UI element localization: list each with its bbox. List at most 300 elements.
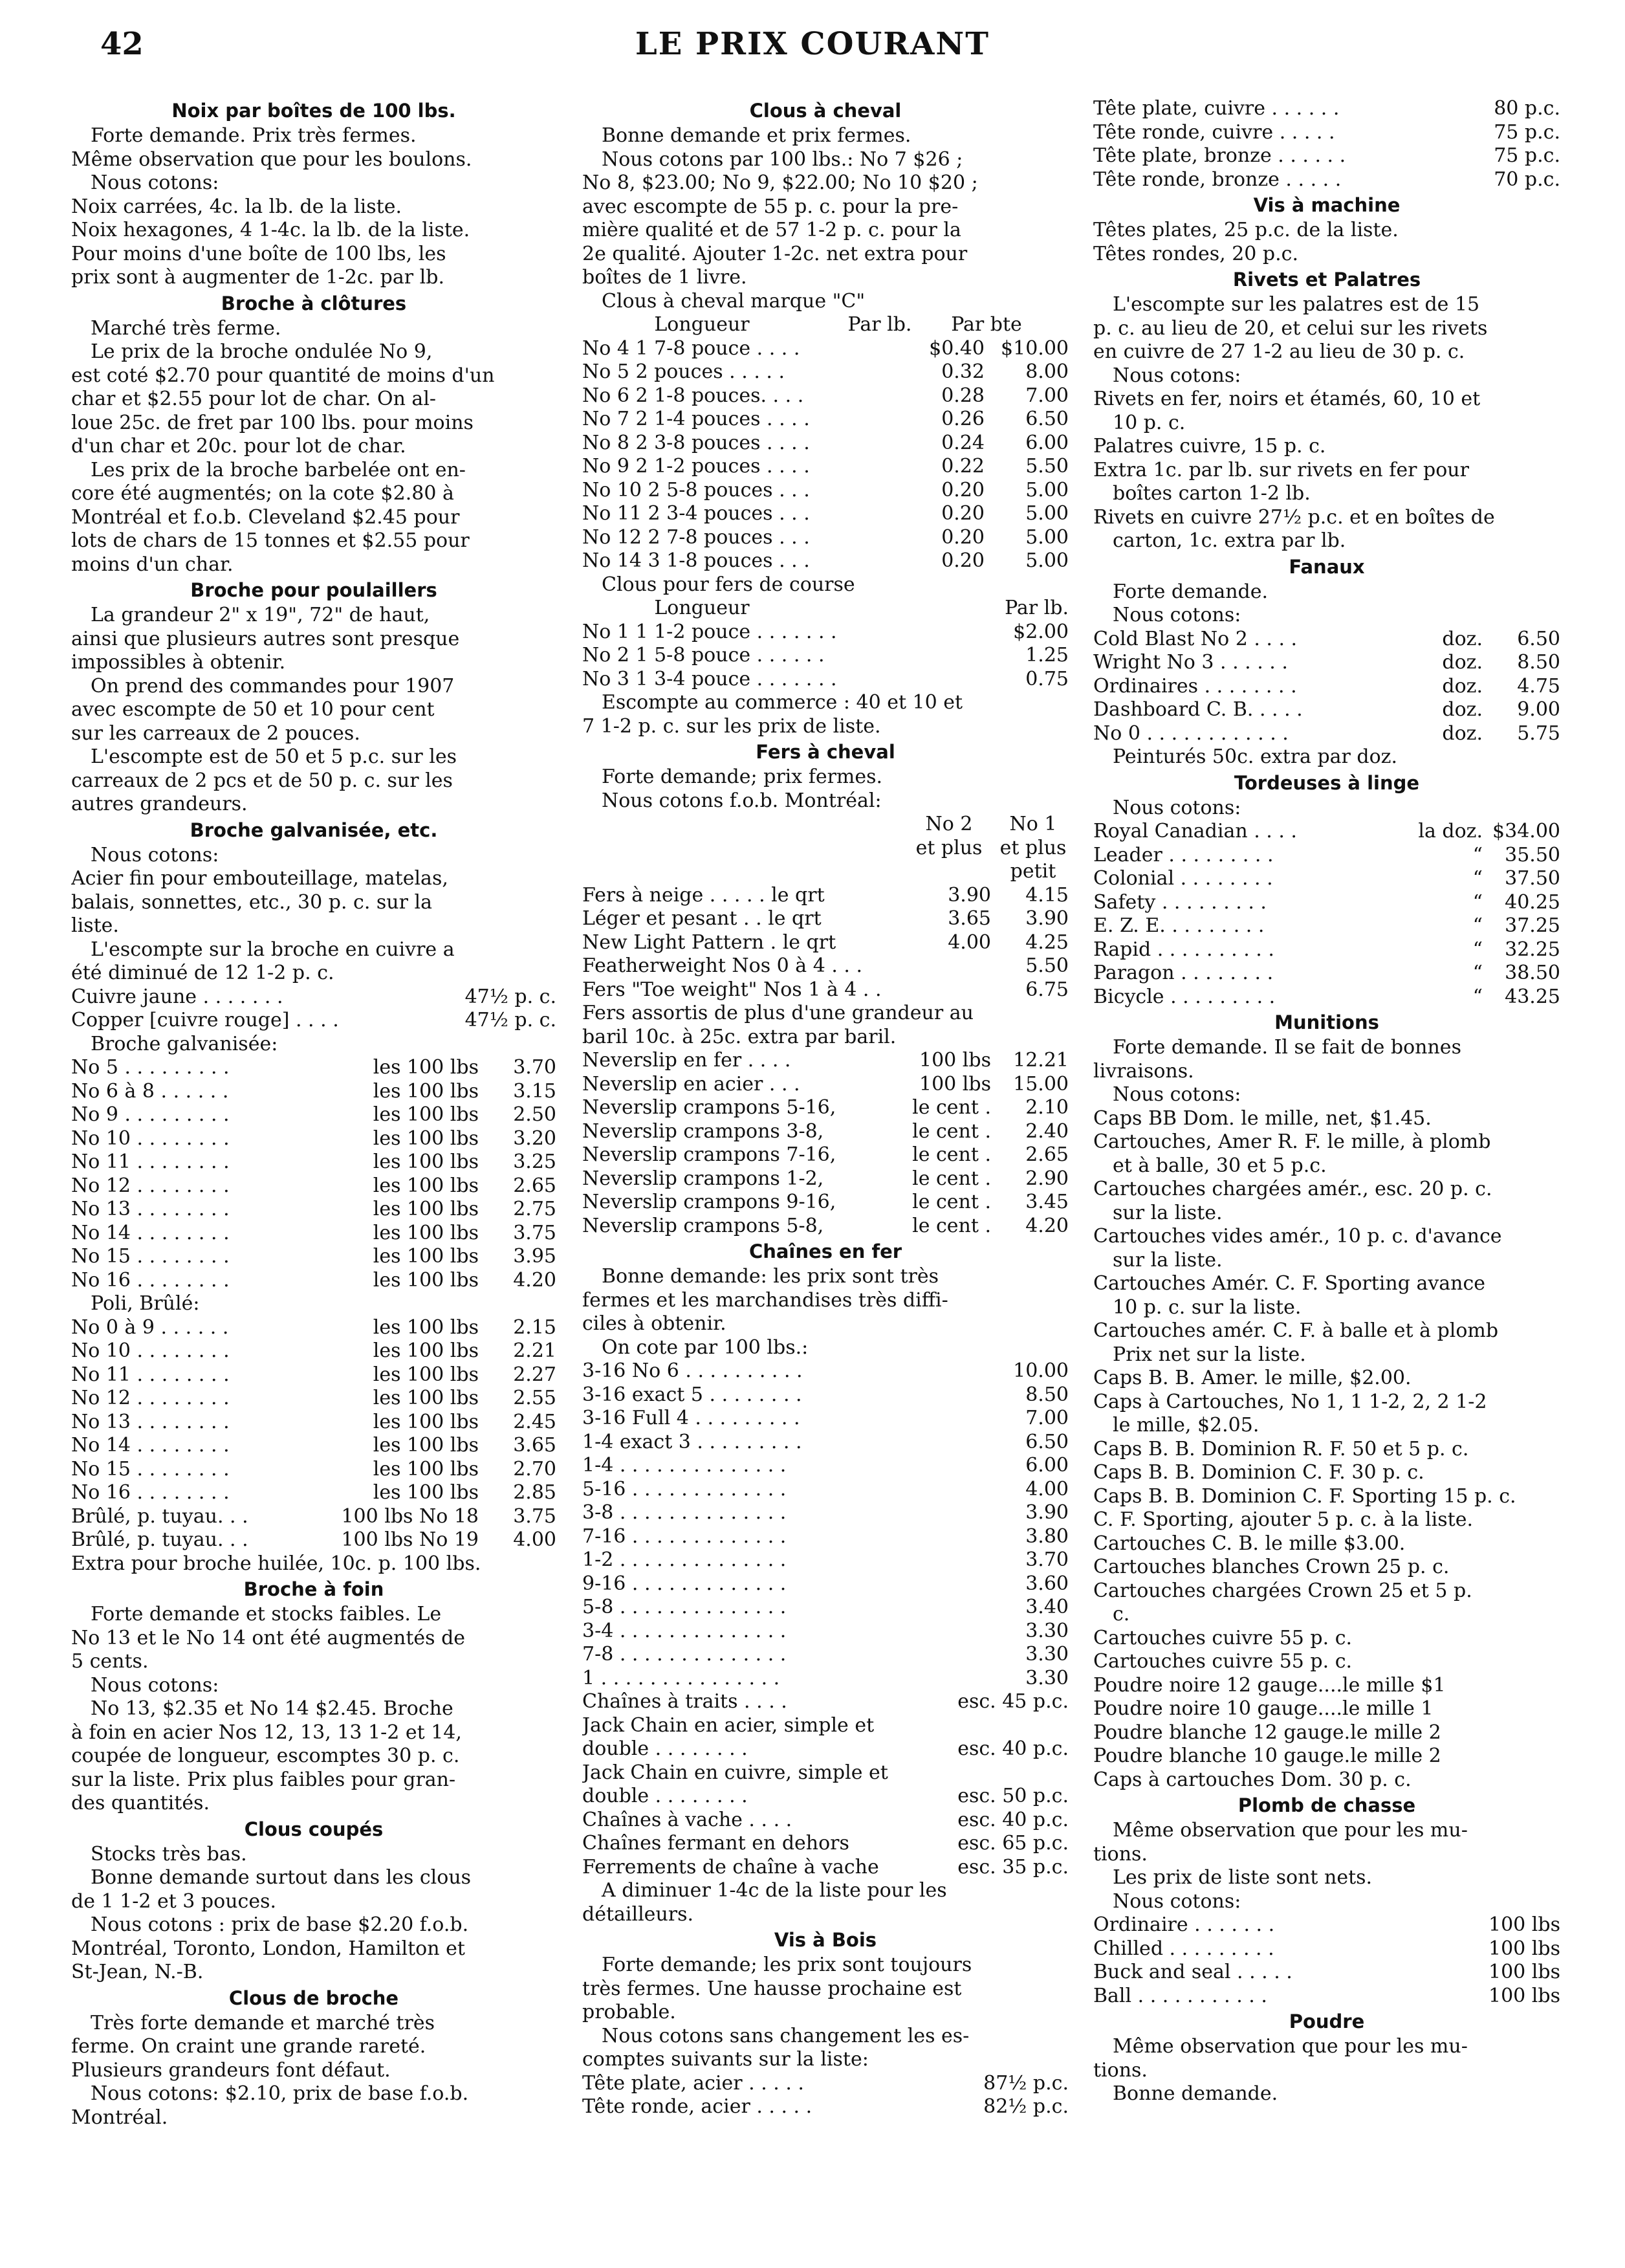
item-label: No 8 2 3-8 pouces . . . . (582, 431, 810, 454)
text-line: No 13 et le No 14 ont été augmentés de (71, 1626, 466, 1649)
price-a (913, 954, 991, 978)
item-label: Dashboard C. B. . . . . (1093, 698, 1303, 721)
text-line: Les prix de la broche barbelée ont en- (91, 458, 466, 481)
text-line: comptes suivants sur la liste: (582, 2048, 869, 2071)
price-row (582, 1143, 1069, 1167)
text-line: Peinturés 50c. extra par doz. (1113, 745, 1398, 768)
price-row (582, 1096, 1069, 1120)
item-label: Wright No 3 . . . . . . (1093, 651, 1288, 674)
text-line: Stocks très bas. (91, 1842, 247, 1866)
item-value: 3.15 (513, 1079, 556, 1103)
item-value: 8.50 (1517, 651, 1560, 674)
price-row (71, 1269, 556, 1293)
price-row (582, 1383, 1069, 1407)
price-row (71, 985, 556, 1009)
text-line: boîtes de 1 livre. (582, 266, 747, 289)
col-header: Longueur (654, 313, 750, 336)
item-unit: doz. (1442, 651, 1483, 674)
spacer (582, 860, 998, 884)
item-value: esc. 65 p.c. (957, 1832, 1069, 1855)
price-row (582, 1120, 1069, 1144)
item-unit: les 100 lbs (373, 1434, 479, 1457)
item-unit: les 100 lbs (373, 1410, 479, 1433)
price-row (582, 1643, 1069, 1667)
item-value: 100 lbs (1489, 1984, 1560, 2007)
item-unit: les 100 lbs (373, 1198, 479, 1220)
text-line: Caps BB Dom. le mille, net, $1.45. (1093, 1106, 1432, 1130)
price-row (1093, 144, 1560, 168)
text-line: Rivets en fer, noirs et étamés, 60, 10 et (1093, 388, 1481, 410)
price-row (71, 1411, 556, 1435)
text-line: p. c. au lieu de 20, et celui sur les rivets (1093, 316, 1488, 340)
price-row (1093, 121, 1560, 145)
section-title: Clous à cheval (749, 100, 902, 122)
item-label: No 12 . . . . . . . . (71, 1387, 230, 1409)
text-line: Nous cotons : prix de base $2.20 f.o.b. (91, 1913, 469, 1936)
item-label: Fers "Toe weight" Nos 1 à 4 . . (582, 978, 882, 1001)
price-a: 0.20 (941, 478, 985, 501)
page-header (0, 0, 1625, 71)
price-row (582, 1049, 1069, 1073)
price-row (1093, 914, 1560, 938)
text-line: Cartouches, Amer R. F. le mille, à plomb (1093, 1130, 1491, 1153)
section-title: Poudre (1289, 2010, 1365, 2032)
text-line: 10 p. c. (1113, 411, 1186, 434)
item-value: 3.90 (1025, 1501, 1069, 1524)
text-line: Poudre blanche 10 gauge.le mille 2 (1093, 1745, 1441, 1767)
item-label: No 13 . . . . . . . . (71, 1410, 230, 1433)
item-label: 3-4 . . . . . . . . . . . . . . (582, 1619, 787, 1642)
text-line: carton, 1c. extra par lb. (1113, 529, 1346, 552)
price-row (582, 1690, 1069, 1714)
text-line: Nous cotons par 100 lbs.: No 7 $26 ; (602, 148, 963, 171)
item-label: 1-4 . . . . . . . . . . . . . . (582, 1454, 787, 1477)
price-row (582, 1832, 1069, 1856)
text-line: sur les carreaux de 2 pouces. (71, 721, 360, 745)
item-value: $2.00 (1013, 620, 1069, 643)
text-line: Caps B. B. Dominion C. F. 30 p. c. (1093, 1461, 1424, 1484)
text-line: tions. (1093, 2058, 1148, 2082)
item-unit: les 100 lbs (373, 1457, 479, 1481)
text-line: Forte demande. Prix très fermes. (91, 124, 417, 147)
item-label: No 7 2 1-4 pouces . . . . (582, 408, 810, 430)
item-label: 9-16 . . . . . . . . . . . . . (582, 1572, 787, 1595)
item-value: 3.25 (513, 1151, 556, 1173)
column-1 (71, 97, 556, 2252)
col-header: Par bte (951, 313, 1022, 336)
price-row (582, 1620, 1069, 1644)
text-line: balais, sonnettes, etc., 30 p. c. sur la (71, 890, 432, 914)
item-label: Tête plate, cuivre . . . . . . (1093, 97, 1340, 120)
price-b: 6.00 (1025, 431, 1069, 454)
item-label: No 14 . . . . . . . . (71, 1434, 230, 1457)
text-line: été diminué de 12 1-2 p. c. (71, 962, 334, 984)
text-line: Marché très ferme. (91, 316, 281, 340)
text-line: Nous cotons sans changement les es- (602, 2024, 970, 2047)
item-value: esc. 40 p.c. (957, 1737, 1069, 1760)
section-title: Clous de broche (228, 1987, 399, 2009)
item-label: Paragon . . . . . . . . (1093, 962, 1274, 984)
text-line: d'un char et 20c. pour lot de char. (71, 435, 406, 457)
price-row (1093, 651, 1560, 675)
item-label: Brûlé, p. tuyau. . . (71, 1528, 248, 1551)
price-row (1093, 985, 1560, 1009)
item-label: No 10 . . . . . . . . (71, 1339, 230, 1362)
price-row (582, 1714, 1069, 1738)
item-label: 5-8 . . . . . . . . . . . . . . (582, 1596, 787, 1618)
column-3 (1093, 97, 1560, 2252)
item-unit: “ (1472, 938, 1483, 961)
text-line: Noix hexagones, 4 1-4c. la lb. de la liste. (71, 219, 470, 241)
section-title: Fanaux (1289, 555, 1365, 578)
item-unit: “ (1472, 962, 1483, 984)
text-line: très fermes. Une hausse prochaine est (582, 1977, 962, 2000)
text-line: 2e qualité. Ajouter 1-2c. net extra pour (582, 242, 968, 265)
price-row (1093, 722, 1560, 746)
item-value: 2.85 (513, 1481, 556, 1504)
item-label: Chaînes à traits . . . . (582, 1690, 787, 1713)
price-b: 5.00 (1025, 478, 1069, 501)
price-a: 3.90 (948, 883, 991, 907)
item-label: No 4 1 7-8 pouce . . . . (582, 336, 800, 360)
text-line: baril 10c. à 25c. extra par baril. (582, 1025, 897, 1048)
price-row (582, 1478, 1069, 1502)
item-label: Chaînes à vache . . . . (582, 1808, 792, 1831)
section-title: Clous coupés (244, 1818, 384, 1840)
item-value: 10.00 (1013, 1360, 1069, 1382)
item-value: 0.75 (1025, 667, 1069, 690)
text-line: Nous cotons: (1113, 796, 1241, 819)
text-line: détailleurs. (582, 1902, 694, 1926)
text-line: Cartouches chargées amér., esc. 20 p. c. (1093, 1178, 1492, 1200)
price-b: 5.50 (1025, 954, 1069, 977)
text-line: char et $2.55 pour lot de char. On al- (71, 388, 437, 410)
item-label: 1-4 exact 3 . . . . . . . . . (582, 1430, 802, 1453)
item-label: Tête ronde, acier . . . . . (582, 2095, 812, 2118)
item-label: 3-16 Full 4 . . . . . . . . . (582, 1407, 800, 1429)
item-value: 100 lbs (1489, 1961, 1560, 1983)
item-unit: doz. (1442, 674, 1483, 698)
item-value: 70 p.c. (1494, 168, 1560, 191)
price-row (1093, 698, 1560, 722)
price-b: 5.00 (1025, 502, 1069, 525)
item-unit: les 100 lbs (373, 1056, 479, 1079)
item-value: 47½ p. c. (464, 1009, 556, 1031)
price-a: 0.32 (941, 360, 985, 383)
text-line: Même observation que pour les mu- (1113, 2035, 1468, 2058)
text-line: livraisons. (1093, 1059, 1194, 1083)
price-row (582, 1073, 1069, 1097)
item-label: Rapid . . . . . . . . . . (1093, 938, 1274, 961)
text-line: c. (1113, 1603, 1130, 1625)
text-line: Nous cotons f.o.b. Montréal: (602, 789, 882, 812)
text-line: fermes et les marchandises très diffi- (582, 1288, 948, 1312)
item-label: No 9 . . . . . . . . . (71, 1103, 230, 1126)
item-unit: les 100 lbs (373, 1316, 479, 1339)
item-value: esc. 50 p.c. (957, 1785, 1069, 1807)
text-line: Caps à cartouches Dom. 30 p. c. (1093, 1768, 1412, 1791)
table-header (582, 813, 1069, 837)
col-header: No 1 (1009, 813, 1057, 835)
text-line: liste. (71, 914, 119, 937)
item-unit: doz. (1442, 721, 1483, 745)
item-value: 6.00 (1025, 1454, 1069, 1477)
price-row (582, 1501, 1069, 1525)
section-title: Broche à foin (243, 1578, 384, 1600)
item-label: Bicycle . . . . . . . . . (1093, 985, 1276, 1008)
price-row (582, 1667, 1069, 1691)
col-header: Par lb. (847, 313, 912, 336)
item-label: No 2 1 5-8 pouce . . . . . . (582, 644, 825, 666)
item-value: 4.20 (1025, 1214, 1069, 1237)
section-title: Munitions (1274, 1011, 1379, 1033)
item-unit: les 100 lbs (373, 1151, 479, 1173)
text-line: ferme. On craint une grande rareté. (71, 2035, 426, 2058)
item-label: Neverslip crampons 5-16, (582, 1096, 836, 1119)
text-line: Poudre blanche 12 gauge.le mille 2 (1093, 1721, 1441, 1744)
item-value: 47½ p. c. (464, 985, 556, 1008)
page-number: 42 (100, 26, 144, 62)
item-value: 87½ p.c. (983, 2071, 1069, 2095)
price-row (582, 931, 1069, 955)
price-row (1093, 1961, 1560, 1985)
text-line: St-Jean, N.-B. (71, 1961, 204, 1983)
item-label: Neverslip crampons 3-8, (582, 1119, 824, 1143)
item-value: 2.75 (513, 1198, 556, 1220)
price-a: 4.00 (948, 930, 991, 954)
table-header (582, 597, 1069, 621)
item-value: 2.50 (513, 1103, 556, 1126)
price-row (71, 1387, 556, 1411)
text-line: Cartouches C. B. le mille $3.00. (1093, 1532, 1406, 1555)
table-header (582, 313, 1069, 337)
column-2 (582, 97, 1069, 2252)
price-a: 3.65 (948, 907, 991, 930)
section-title: Tordeuses à linge (1234, 771, 1420, 794)
text-line: de 1 1-2 et 3 pouces. (71, 1889, 277, 1913)
item-label: Neverslip en acier . . . (582, 1072, 800, 1095)
item-label: Cold Blast No 2 . . . . (1093, 627, 1298, 650)
text-line: Même observation que pour les mu- (1113, 1819, 1468, 1842)
item-value: 2.27 (513, 1363, 556, 1386)
item-value: 75 p.c. (1494, 120, 1560, 144)
page-title: LE PRIX COURANT (635, 26, 990, 62)
price-row (71, 1009, 556, 1033)
text-line: Montréal, Toronto, London, Hamilton et (71, 1937, 465, 1960)
text-line: Noix carrées, 4c. la lb. de la liste. (71, 195, 402, 218)
subheading: Clous à cheval marque "C" (602, 289, 866, 313)
subheading: Poli, Brûlé: (91, 1292, 200, 1315)
item-value: 6.50 (1517, 627, 1560, 650)
text-line: Fers assortis de plus d'une grandeur au (582, 1002, 974, 1024)
item-label: E. Z. E. . . . . . . . . (1093, 914, 1265, 937)
section-title: Vis à Bois (774, 1929, 877, 1951)
text-line: coupée de longueur, escomptes 30 p. c. (71, 1745, 460, 1767)
item-value: 37.50 (1505, 867, 1560, 890)
item-label: No 11 . . . . . . . . (71, 1151, 230, 1173)
item-unit: “ (1472, 985, 1483, 1008)
item-value: 3.70 (513, 1056, 556, 1079)
text-line: Poudre noire 12 gauge....le mille $1 (1093, 1673, 1446, 1697)
price-row (1093, 675, 1560, 699)
price-b: 5.00 (1025, 525, 1069, 549)
price-a: 0.20 (941, 525, 985, 549)
price-row (582, 2095, 1069, 2119)
text-line: Forte demande. Il se fait de bonnes (1113, 1036, 1461, 1059)
table-header (582, 837, 1069, 861)
item-label: No 15 . . . . . . . . (71, 1245, 230, 1268)
item-label: No 12 2 7-8 pouces . . . (582, 525, 810, 549)
price-b: 5.50 (1025, 455, 1069, 478)
item-label: Tête plate, acier . . . . . (582, 2071, 804, 2095)
item-label: No 11 2 3-4 pouces . . . (582, 502, 810, 525)
item-label: New Light Pattern . le qrt (582, 930, 836, 954)
item-value: 15.00 (1013, 1072, 1069, 1095)
section-title: Noix par boîtes de 100 lbs. (171, 100, 456, 122)
price-row (71, 1458, 556, 1482)
table-header (582, 860, 1069, 884)
price-row (582, 1191, 1069, 1215)
item-label: double . . . . . . . . (582, 1785, 748, 1807)
col-header: Par lb. (1005, 597, 1069, 619)
text-line: Cartouches chargées Crown 25 et 5 p. (1093, 1579, 1472, 1602)
item-label: No 10 2 5-8 pouces . . . (582, 478, 810, 501)
item-unit: doz. (1442, 698, 1483, 721)
item-label: Jack Chain en acier, simple et (582, 1713, 875, 1737)
item-label: No 14 . . . . . . . . (71, 1221, 230, 1244)
item-label: 5-16 . . . . . . . . . . . . . (582, 1477, 787, 1501)
item-label: No 5 . . . . . . . . . (71, 1056, 230, 1079)
text-line: Extra pour broche huilée, 10c. p. 100 lbs. (71, 1552, 481, 1575)
item-label: Tête ronde, bronze . . . . . (1093, 168, 1342, 191)
text-line: 7 1-2 p. c. sur les prix de liste. (582, 714, 881, 738)
item-unit: la doz. (1418, 820, 1483, 842)
item-value: 7.00 (1025, 1407, 1069, 1429)
item-value: 38.50 (1505, 962, 1560, 984)
item-unit: le cent . (912, 1214, 991, 1237)
item-label: double . . . . . . . . (582, 1737, 748, 1760)
text-line: L'escompte sur la broche en cuivre a (91, 938, 455, 961)
price-row (582, 978, 1069, 1002)
item-value: 100 lbs (1489, 1937, 1560, 1960)
text-line: Nous cotons: (91, 843, 219, 866)
item-value: 1.25 (1025, 644, 1069, 666)
spacer (582, 813, 900, 837)
item-value: 3.95 (513, 1245, 556, 1268)
text-line: tions. (1093, 1842, 1148, 1866)
text-line: Forte demande. (1113, 580, 1269, 603)
text-line: le mille, $2.05. (1113, 1414, 1260, 1437)
price-row (71, 1481, 556, 1505)
section-title: Rivets et Palatres (1232, 269, 1421, 291)
item-value: 3.75 (513, 1221, 556, 1244)
text-line: mière qualité et de 57 1-2 p. c. pour la (582, 219, 961, 241)
text-line: Têtes plates, 25 p.c. de la liste. (1093, 219, 1399, 241)
text-line: à foin en acier Nos 12, 13, 13 1-2 et 14, (71, 1721, 462, 1744)
item-label: Tête ronde, cuivre . . . . . (1093, 120, 1335, 144)
price-row (582, 1525, 1069, 1549)
price-row (71, 1245, 556, 1269)
text-line: Forte demande et stocks faibles. Le (91, 1603, 442, 1625)
text-line: Bonne demande: les prix sont très (602, 1265, 939, 1288)
price-a: 0.24 (941, 431, 985, 454)
text-line: lots de chars de 15 tonnes et $2.55 pour (71, 529, 470, 552)
item-label: Neverslip crampons 9-16, (582, 1191, 836, 1213)
text-line: prix sont à augmenter de 1-2c. par lb. (71, 266, 444, 289)
text-line: ainsi que plusieurs autres sont presque (71, 627, 460, 650)
item-value: 100 lbs (1489, 1913, 1560, 1936)
item-label: No 16 . . . . . . . . (71, 1268, 230, 1292)
text-line: sur la liste. (1113, 1248, 1223, 1272)
text-line: Nous cotons: $2.10, prix de base f.o.b. (91, 2082, 469, 2105)
price-row (1093, 1937, 1560, 1961)
item-unit: les 100 lbs (373, 1387, 479, 1409)
price-a: 0.20 (941, 549, 985, 572)
col-header: et plus (915, 836, 983, 859)
text-line: Forte demande; prix fermes. (602, 765, 883, 788)
text-line: Nous cotons: (1113, 364, 1241, 387)
item-value: 3.75 (513, 1504, 556, 1528)
price-row (71, 1363, 556, 1387)
item-value: 4.00 (513, 1528, 556, 1551)
price-row (71, 1056, 556, 1080)
price-row (582, 408, 1069, 432)
item-label: No 0 . . . . . . . . . . . . (1093, 721, 1289, 745)
price-row (71, 1528, 556, 1552)
item-unit: les 100 lbs (373, 1103, 479, 1126)
item-label: Neverslip crampons 1-2, (582, 1167, 824, 1190)
item-unit: le cent . (912, 1096, 991, 1119)
item-label: 1 . . . . . . . . . . . . . . . (582, 1666, 780, 1690)
text-line: Poudre noire 10 gauge....le mille 1 (1093, 1697, 1434, 1720)
text-line: L'escompte est de 50 et 5 p.c. sur les (91, 745, 457, 768)
price-row (582, 1360, 1069, 1383)
price-row (582, 1548, 1069, 1572)
section-title: Chaînes en fer (748, 1240, 902, 1262)
text-line: avec escompte de 50 et 10 pour cent (71, 698, 435, 721)
item-unit: les 100 lbs (373, 1079, 479, 1103)
price-b: 4.15 (1025, 883, 1069, 907)
text-line: Même observation que pour les boulons. (71, 148, 472, 171)
item-label: Ordinaire . . . . . . . (1093, 1913, 1275, 1936)
item-value: 2.45 (513, 1410, 556, 1433)
item-value: 40.25 (1505, 890, 1560, 914)
text-line: Palatres cuivre, 15 p. c. (1093, 435, 1326, 457)
price-row (582, 432, 1069, 456)
item-value: 4.75 (1517, 674, 1560, 698)
item-value: 2.70 (513, 1457, 556, 1481)
text-line: Cartouches cuivre 55 p. c. (1093, 1626, 1353, 1649)
price-b: 6.75 (1025, 978, 1069, 1001)
item-value: 2.40 (1025, 1119, 1069, 1143)
item-value: 2.10 (1025, 1096, 1069, 1119)
item-label: No 13 . . . . . . . . (71, 1198, 230, 1220)
item-value: 37.25 (1505, 914, 1560, 937)
item-unit: 100 lbs (919, 1072, 991, 1095)
text-line: Cartouches vides amér., 10 p. c. d'avance (1093, 1225, 1502, 1248)
item-unit: les 100 lbs (373, 1268, 479, 1292)
item-unit: les 100 lbs (373, 1127, 479, 1150)
price-row (1093, 938, 1560, 962)
text-line: Nous cotons: (1113, 604, 1241, 626)
item-label: Ball . . . . . . . . . . . (1093, 1984, 1267, 2007)
text-line: A diminuer 1-4c de la liste pour les (602, 1879, 947, 1902)
item-label: Neverslip crampons 7-16, (582, 1143, 836, 1166)
item-label: Safety . . . . . . . . . (1093, 890, 1267, 914)
item-value: 2.65 (513, 1174, 556, 1197)
price-row (582, 479, 1069, 503)
price-row (71, 1127, 556, 1151)
